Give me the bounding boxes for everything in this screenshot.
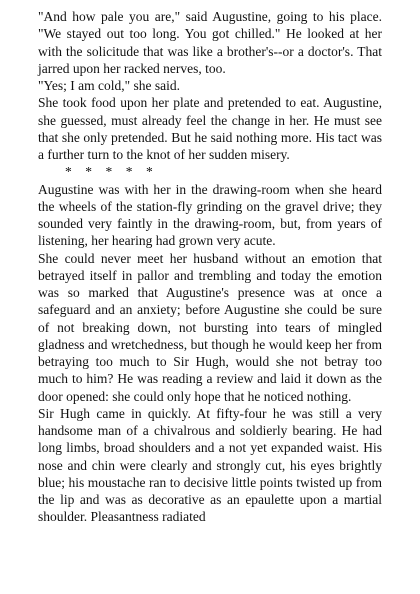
paragraph-4: Augustine was with her in the drawing-room when she heard the wheels of the station-fly grinding on the gravel drive; they sounded very faintly in the drawing-room, but, from years of listening, her hearing had grown very acute. [38, 181, 382, 249]
section-separator: * * * * * [65, 164, 153, 180]
paragraph-1: "And how pale you are," said Augustine, going to his place. "We stayed out too long. You got chilled." He looked at her with the solicitude that was like a brother's--or a doctor's. That jarred upon her racked nerves, too. [38, 9, 382, 76]
paragraph-6: Sir Hugh came in quickly. At fifty-four he was still a very handsome man of a chivalrous and soldierly bearing. He had long limbs, broad shoulders and a not yet expanded waist. His nose and chin were clearly and strongly cut, his eyes brightly blue; his moustache ran to decisive little points twisted up from the lip and was as decorative as an epaulette upon a martial shoulder. Pleasantness radiated [38, 405, 382, 525]
paragraph-2: "Yes; I am cold," she said. [38, 78, 181, 93]
paragraph-5: She could never meet her husband without an emotion that betrayed itself in pallor and trembling and today the emotion was so marked that Augustine's presence was at once a safeguard and an anxiety; before Augustine she could be sure of not breaking down, not bursting into tears of mingled gladness and wretchedness, but though he would keep her from betraying too much to Sir Hugh, would she not betray too much to him? He was reading a review and laid it down as the door opened: she could only hope that he noticed nothing. [38, 250, 382, 404]
paragraph-3: She took food upon her plate and pretended to eat. Augustine, she guessed, must already feel the change in her. He must see that she only pretended. But he said nothing more. His tact was a further turn to the knot of her sudden misery. [38, 95, 382, 162]
